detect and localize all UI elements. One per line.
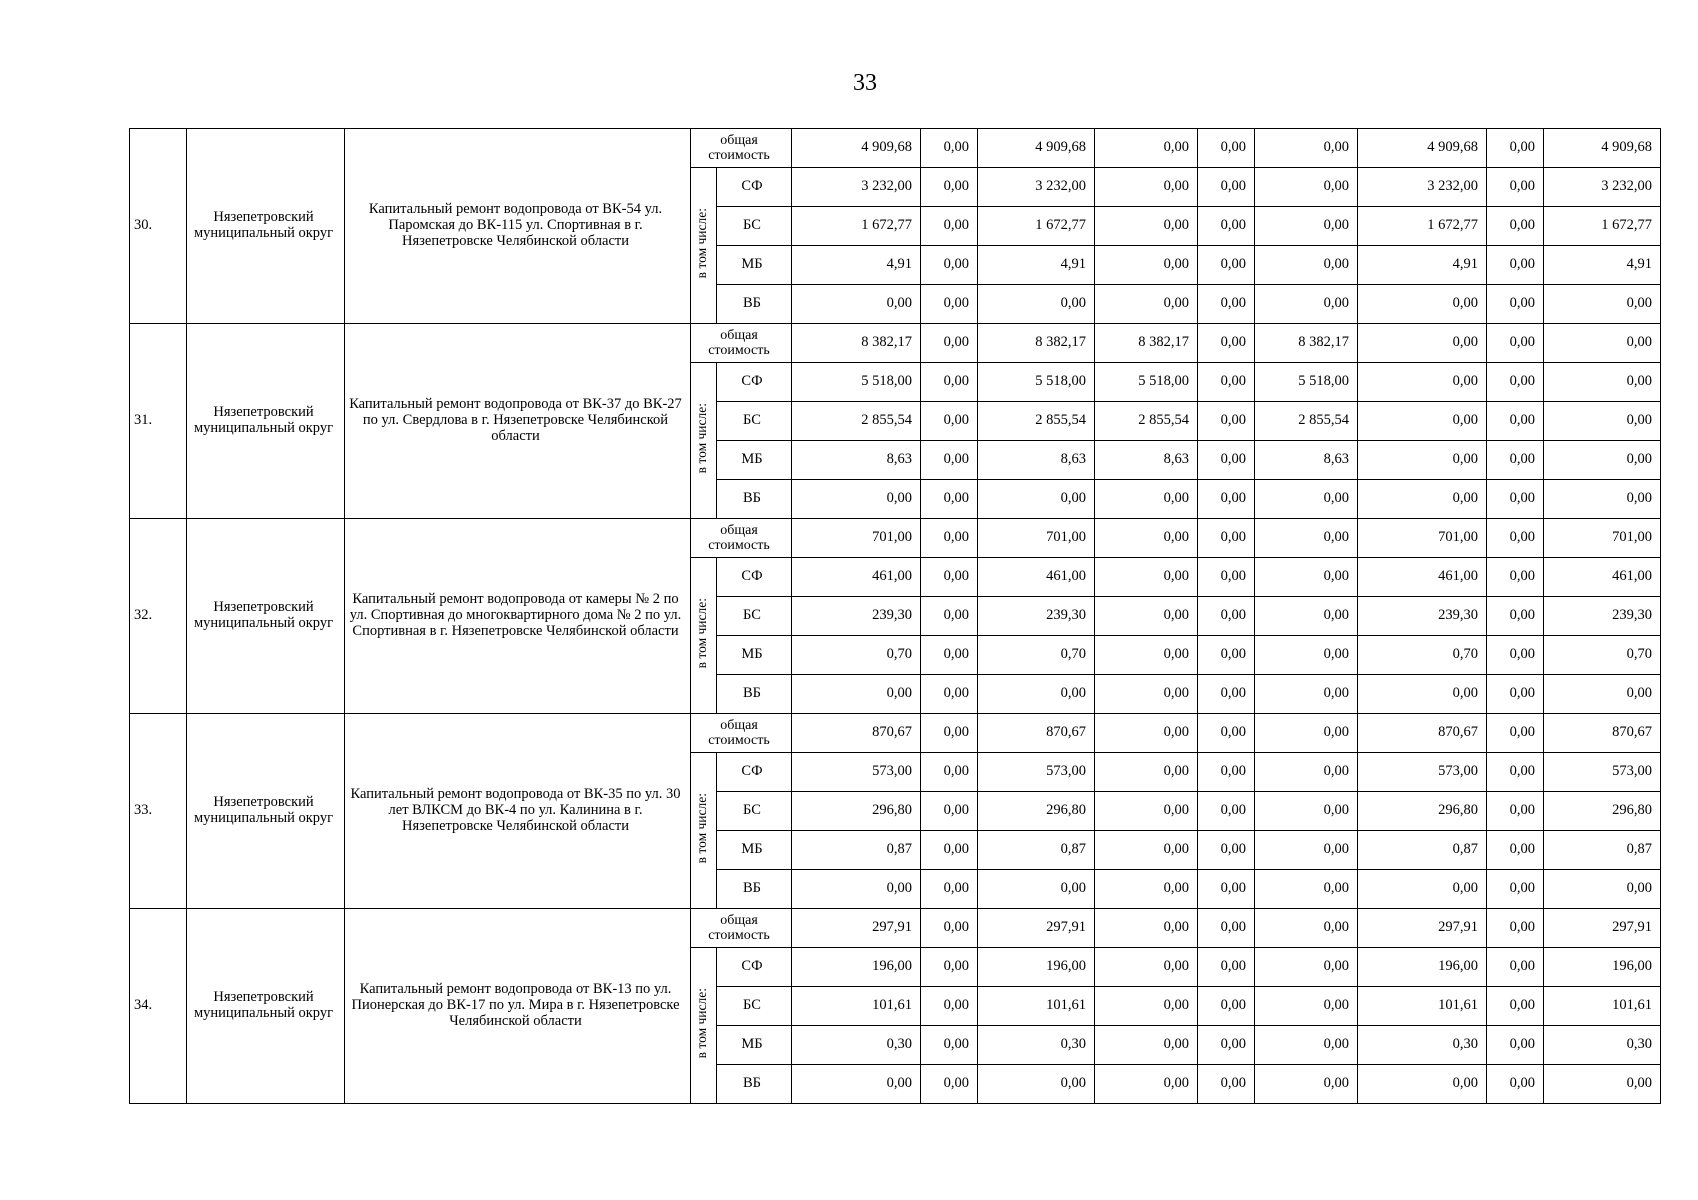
value-cell: 0,00: [1255, 753, 1358, 792]
value-cell: 0,00: [1358, 1065, 1487, 1104]
value-cell: 0,00: [1095, 1065, 1198, 1104]
value-cell: 0,00: [1095, 831, 1198, 870]
value-cell: 0,00: [1095, 168, 1198, 207]
value-cell: 0,00: [1255, 636, 1358, 675]
value-cell: 0,00: [1487, 558, 1544, 597]
value-cell: 0,00: [978, 285, 1095, 324]
row-number: 31.: [130, 324, 187, 519]
value-cell: 0,00: [921, 1026, 978, 1065]
value-cell: 573,00: [978, 753, 1095, 792]
municipality-cell: Нязепетровский муниципальный округ: [187, 909, 345, 1104]
value-cell: 0,00: [1255, 129, 1358, 168]
value-cell: 0,70: [1544, 636, 1661, 675]
funding-source-label: БС: [717, 207, 792, 246]
municipality-cell: Нязепетровский муниципальный округ: [187, 324, 345, 519]
value-cell: 0,00: [1198, 129, 1255, 168]
value-cell: 0,00: [1095, 207, 1198, 246]
value-cell: 0,00: [1198, 831, 1255, 870]
value-cell: 0,00: [1544, 402, 1661, 441]
municipality-cell: Нязепетровский муниципальный округ: [187, 129, 345, 324]
value-cell: 239,30: [792, 597, 921, 636]
value-cell: 196,00: [792, 948, 921, 987]
value-cell: 0,00: [1198, 324, 1255, 363]
total-cost-label: общая стоимость: [691, 324, 792, 363]
value-cell: 0,00: [1544, 285, 1661, 324]
value-cell: 0,00: [1255, 519, 1358, 558]
value-cell: 296,80: [1358, 792, 1487, 831]
value-cell: 0,87: [1544, 831, 1661, 870]
value-cell: 0,00: [1487, 207, 1544, 246]
value-cell: 239,30: [978, 597, 1095, 636]
value-cell: 0,30: [978, 1026, 1095, 1065]
value-cell: 0,00: [1544, 324, 1661, 363]
value-cell: 0,00: [921, 987, 978, 1026]
value-cell: 0,00: [1487, 402, 1544, 441]
value-cell: 4 909,68: [1544, 129, 1661, 168]
value-cell: 0,00: [1095, 909, 1198, 948]
funding-source-label: ВБ: [717, 480, 792, 519]
value-cell: 870,67: [1544, 714, 1661, 753]
in-that-number-label: в том числе:: [694, 207, 709, 279]
value-cell: 8 382,17: [978, 324, 1095, 363]
value-cell: 573,00: [792, 753, 921, 792]
value-cell: 239,30: [1358, 597, 1487, 636]
funding-source-label: ВБ: [717, 870, 792, 909]
in-that-number-label: в том числе:: [694, 987, 709, 1059]
value-cell: 0,00: [1198, 909, 1255, 948]
value-cell: 0,00: [1255, 1065, 1358, 1104]
description-cell: Капитальный ремонт водопровода от ВК-54 ул. Паромская до ВК-115 ул. Спортивная в г. Нязепетровске Челябинской области: [345, 129, 691, 324]
value-cell: 5 518,00: [1255, 363, 1358, 402]
value-cell: 0,00: [921, 558, 978, 597]
value-cell: 0,00: [1358, 870, 1487, 909]
value-cell: 1 672,77: [792, 207, 921, 246]
value-cell: 0,00: [1487, 792, 1544, 831]
value-cell: 0,00: [921, 285, 978, 324]
value-cell: 0,30: [1358, 1026, 1487, 1065]
value-cell: 101,61: [792, 987, 921, 1026]
value-cell: 4,91: [1358, 246, 1487, 285]
value-cell: 0,00: [1487, 324, 1544, 363]
value-cell: 297,91: [1358, 909, 1487, 948]
funding-source-label: МБ: [717, 636, 792, 675]
value-cell: 0,00: [921, 207, 978, 246]
funding-source-label: СФ: [717, 948, 792, 987]
value-cell: 0,00: [1255, 480, 1358, 519]
page-number: 33: [853, 70, 877, 96]
value-cell: 0,00: [1255, 207, 1358, 246]
in-that-number-cell: [691, 558, 717, 714]
value-cell: 0,00: [1487, 129, 1544, 168]
funding-source-label: ВБ: [717, 1065, 792, 1104]
value-cell: 0,00: [792, 870, 921, 909]
funding-source-label: МБ: [717, 246, 792, 285]
value-cell: 0,00: [1487, 1065, 1544, 1104]
value-cell: 0,00: [1198, 870, 1255, 909]
value-cell: 701,00: [978, 519, 1095, 558]
value-cell: 0,70: [1358, 636, 1487, 675]
value-cell: 296,80: [978, 792, 1095, 831]
value-cell: 0,00: [1255, 909, 1358, 948]
value-cell: 0,00: [1255, 675, 1358, 714]
value-cell: 0,00: [921, 129, 978, 168]
value-cell: 0,00: [1358, 363, 1487, 402]
value-cell: 0,00: [921, 753, 978, 792]
value-cell: 461,00: [1358, 558, 1487, 597]
value-cell: 0,00: [1095, 948, 1198, 987]
value-cell: 0,00: [1095, 285, 1198, 324]
value-cell: 0,00: [1198, 480, 1255, 519]
value-cell: 101,61: [1358, 987, 1487, 1026]
value-cell: 4 909,68: [978, 129, 1095, 168]
value-cell: 701,00: [1544, 519, 1661, 558]
value-cell: 0,00: [1255, 792, 1358, 831]
value-cell: 4,91: [1544, 246, 1661, 285]
funding-source-label: БС: [717, 987, 792, 1026]
value-cell: 2 855,54: [978, 402, 1095, 441]
value-cell: 0,70: [978, 636, 1095, 675]
value-cell: 573,00: [1358, 753, 1487, 792]
value-cell: 196,00: [1544, 948, 1661, 987]
value-cell: 0,00: [792, 1065, 921, 1104]
row-number: 34.: [130, 909, 187, 1104]
municipality-cell: Нязепетровский муниципальный округ: [187, 519, 345, 714]
value-cell: 0,00: [1095, 675, 1198, 714]
value-cell: 0,00: [1487, 714, 1544, 753]
value-cell: 0,00: [921, 324, 978, 363]
value-cell: 239,30: [1544, 597, 1661, 636]
value-cell: 4 909,68: [1358, 129, 1487, 168]
value-cell: 0,00: [1255, 597, 1358, 636]
total-cost-label: общая стоимость: [691, 714, 792, 753]
value-cell: 461,00: [1544, 558, 1661, 597]
description-cell: Капитальный ремонт водопровода от ВК-13 по ул. Пионерская до ВК-17 по ул. Мира в г. Нязепетровске Челябинской области: [345, 909, 691, 1104]
value-cell: 0,00: [921, 480, 978, 519]
value-cell: 0,00: [1095, 714, 1198, 753]
table-row: [130, 714, 1661, 753]
value-cell: 0,30: [1544, 1026, 1661, 1065]
value-cell: 0,00: [921, 714, 978, 753]
value-cell: 0,00: [1198, 714, 1255, 753]
value-cell: 0,00: [1198, 753, 1255, 792]
value-cell: 0,00: [921, 519, 978, 558]
value-cell: 0,00: [1487, 831, 1544, 870]
value-cell: 0,00: [1255, 987, 1358, 1026]
value-cell: 0,00: [1544, 870, 1661, 909]
value-cell: 0,00: [978, 675, 1095, 714]
value-cell: 0,00: [792, 285, 921, 324]
value-cell: 3 232,00: [792, 168, 921, 207]
funding-source-label: СФ: [717, 168, 792, 207]
value-cell: 0,00: [1198, 207, 1255, 246]
table-row: [130, 324, 1661, 363]
value-cell: 0,00: [1095, 519, 1198, 558]
value-cell: 870,67: [978, 714, 1095, 753]
value-cell: 0,00: [1198, 1026, 1255, 1065]
table-row: [130, 909, 1661, 948]
value-cell: 0,00: [1255, 246, 1358, 285]
value-cell: 101,61: [978, 987, 1095, 1026]
total-cost-label: общая стоимость: [691, 519, 792, 558]
funding-source-label: БС: [717, 597, 792, 636]
value-cell: 296,80: [792, 792, 921, 831]
value-cell: 0,00: [978, 1065, 1095, 1104]
value-cell: 8,63: [978, 441, 1095, 480]
in-that-number-cell: [691, 168, 717, 324]
value-cell: 0,00: [1255, 285, 1358, 324]
funding-source-label: МБ: [717, 441, 792, 480]
table-row: [130, 129, 1661, 168]
value-cell: 0,00: [1544, 675, 1661, 714]
description-cell: Капитальный ремонт водопровода от ВК-37 до ВК-27 по ул. Свердлова в г. Нязепетровске Челябинской области: [345, 324, 691, 519]
value-cell: 0,00: [978, 870, 1095, 909]
value-cell: 0,00: [1358, 285, 1487, 324]
funding-source-label: СФ: [717, 753, 792, 792]
value-cell: 0,00: [1487, 441, 1544, 480]
value-cell: 461,00: [978, 558, 1095, 597]
value-cell: 5 518,00: [792, 363, 921, 402]
value-cell: 2 855,54: [1255, 402, 1358, 441]
value-cell: 0,00: [1487, 948, 1544, 987]
value-cell: 0,00: [1095, 753, 1198, 792]
funding-source-label: ВБ: [717, 285, 792, 324]
value-cell: 0,00: [921, 792, 978, 831]
value-cell: 0,00: [1198, 363, 1255, 402]
value-cell: 0,00: [1198, 792, 1255, 831]
value-cell: 0,00: [1487, 987, 1544, 1026]
value-cell: 1 672,77: [1544, 207, 1661, 246]
value-cell: 0,00: [1358, 402, 1487, 441]
value-cell: 0,70: [792, 636, 921, 675]
value-cell: 0,00: [1255, 948, 1358, 987]
value-cell: 297,91: [1544, 909, 1661, 948]
funding-source-label: МБ: [717, 1026, 792, 1065]
budget-table: [129, 128, 1661, 1104]
in-that-number-label: в том числе:: [694, 402, 709, 474]
value-cell: 3 232,00: [1358, 168, 1487, 207]
value-cell: 0,00: [1487, 285, 1544, 324]
value-cell: 101,61: [1544, 987, 1661, 1026]
value-cell: 0,00: [1487, 636, 1544, 675]
value-cell: 0,00: [1487, 519, 1544, 558]
value-cell: 0,00: [1487, 480, 1544, 519]
value-cell: 0,00: [921, 909, 978, 948]
value-cell: 0,00: [1095, 870, 1198, 909]
value-cell: 0,00: [1095, 480, 1198, 519]
value-cell: 8 382,17: [1095, 324, 1198, 363]
in-that-number-label: в том числе:: [694, 792, 709, 864]
value-cell: 0,87: [1358, 831, 1487, 870]
total-cost-label: общая стоимость: [691, 129, 792, 168]
value-cell: 0,00: [1487, 870, 1544, 909]
value-cell: 0,00: [1358, 675, 1487, 714]
value-cell: 0,00: [921, 168, 978, 207]
value-cell: 573,00: [1544, 753, 1661, 792]
value-cell: 5 518,00: [1095, 363, 1198, 402]
value-cell: 0,00: [1358, 324, 1487, 363]
value-cell: 0,00: [921, 636, 978, 675]
value-cell: 0,00: [1198, 558, 1255, 597]
value-cell: 0,00: [1095, 558, 1198, 597]
value-cell: 0,00: [1487, 753, 1544, 792]
in-that-number-cell: [691, 363, 717, 519]
value-cell: 870,67: [1358, 714, 1487, 753]
value-cell: 0,00: [1095, 987, 1198, 1026]
in-that-number-cell: [691, 753, 717, 909]
value-cell: 8 382,17: [1255, 324, 1358, 363]
value-cell: 0,00: [921, 870, 978, 909]
value-cell: 701,00: [792, 519, 921, 558]
funding-source-label: СФ: [717, 558, 792, 597]
total-cost-label: общая стоимость: [691, 909, 792, 948]
row-number: 30.: [130, 129, 187, 324]
value-cell: 0,00: [1198, 1065, 1255, 1104]
value-cell: 0,00: [1095, 129, 1198, 168]
table-row: [130, 519, 1661, 558]
value-cell: 0,00: [1198, 987, 1255, 1026]
value-cell: 0,00: [1198, 402, 1255, 441]
value-cell: 0,00: [1487, 597, 1544, 636]
value-cell: 296,80: [1544, 792, 1661, 831]
in-that-number-cell: [691, 948, 717, 1104]
value-cell: 2 855,54: [792, 402, 921, 441]
value-cell: 8,63: [1255, 441, 1358, 480]
value-cell: 0,00: [1255, 1026, 1358, 1065]
funding-source-label: БС: [717, 402, 792, 441]
description-cell: Капитальный ремонт водопровода от ВК-35 по ул. 30 лет ВЛКСМ до ВК-4 по ул. Калинина в г. Нязепетровске Челябинской области: [345, 714, 691, 909]
value-cell: 0,00: [1487, 1026, 1544, 1065]
value-cell: 0,00: [792, 480, 921, 519]
value-cell: 0,00: [1198, 246, 1255, 285]
value-cell: 0,00: [921, 363, 978, 402]
value-cell: 3 232,00: [1544, 168, 1661, 207]
value-cell: 0,00: [921, 402, 978, 441]
value-cell: 297,91: [792, 909, 921, 948]
value-cell: 0,00: [1487, 909, 1544, 948]
value-cell: 0,00: [1095, 1026, 1198, 1065]
value-cell: 0,00: [1095, 246, 1198, 285]
value-cell: 1 672,77: [1358, 207, 1487, 246]
value-cell: 0,00: [1544, 480, 1661, 519]
value-cell: 0,00: [792, 675, 921, 714]
value-cell: 0,00: [1255, 558, 1358, 597]
value-cell: 0,00: [1255, 714, 1358, 753]
value-cell: 0,00: [1487, 675, 1544, 714]
value-cell: 8,63: [1095, 441, 1198, 480]
value-cell: 0,00: [1198, 168, 1255, 207]
value-cell: 4 909,68: [792, 129, 921, 168]
value-cell: 2 855,54: [1095, 402, 1198, 441]
value-cell: 0,00: [921, 597, 978, 636]
value-cell: 4,91: [792, 246, 921, 285]
value-cell: 0,00: [921, 1065, 978, 1104]
value-cell: 8 382,17: [792, 324, 921, 363]
value-cell: 0,00: [1487, 246, 1544, 285]
value-cell: 0,00: [1198, 636, 1255, 675]
value-cell: 0,00: [921, 441, 978, 480]
value-cell: 3 232,00: [978, 168, 1095, 207]
value-cell: 0,00: [1487, 168, 1544, 207]
value-cell: 0,00: [1544, 441, 1661, 480]
value-cell: 0,00: [921, 831, 978, 870]
value-cell: 0,00: [1095, 597, 1198, 636]
value-cell: 0,30: [792, 1026, 921, 1065]
in-that-number-label: в том числе:: [694, 597, 709, 669]
value-cell: 0,00: [1544, 363, 1661, 402]
value-cell: 0,00: [1198, 597, 1255, 636]
value-cell: 0,00: [1358, 441, 1487, 480]
value-cell: 0,87: [978, 831, 1095, 870]
value-cell: 0,00: [1255, 831, 1358, 870]
funding-source-label: БС: [717, 792, 792, 831]
value-cell: 0,00: [1095, 792, 1198, 831]
value-cell: 297,91: [978, 909, 1095, 948]
value-cell: 4,91: [978, 246, 1095, 285]
value-cell: 1 672,77: [978, 207, 1095, 246]
value-cell: 0,00: [1095, 636, 1198, 675]
row-number: 32.: [130, 519, 187, 714]
municipality-cell: Нязепетровский муниципальный округ: [187, 714, 345, 909]
funding-source-label: ВБ: [717, 675, 792, 714]
value-cell: 0,00: [1198, 675, 1255, 714]
value-cell: 8,63: [792, 441, 921, 480]
value-cell: 0,00: [1198, 948, 1255, 987]
description-cell: Капитальный ремонт водопровода от камеры № 2 по ул. Спортивная до многоквартирного дома № 2 по ул. Спортивная в г. Нязепетровске Челябинской области: [345, 519, 691, 714]
row-number: 33.: [130, 714, 187, 909]
funding-source-label: СФ: [717, 363, 792, 402]
value-cell: 0,00: [1255, 168, 1358, 207]
value-cell: 0,00: [1487, 363, 1544, 402]
value-cell: 701,00: [1358, 519, 1487, 558]
value-cell: 0,00: [1198, 519, 1255, 558]
value-cell: 870,67: [792, 714, 921, 753]
value-cell: 0,00: [921, 246, 978, 285]
value-cell: 5 518,00: [978, 363, 1095, 402]
funding-source-label: МБ: [717, 831, 792, 870]
value-cell: 0,00: [1198, 285, 1255, 324]
value-cell: 0,00: [1255, 870, 1358, 909]
value-cell: 0,00: [1198, 441, 1255, 480]
value-cell: 0,00: [978, 480, 1095, 519]
value-cell: 0,87: [792, 831, 921, 870]
value-cell: 0,00: [1544, 1065, 1661, 1104]
value-cell: 196,00: [978, 948, 1095, 987]
value-cell: 0,00: [1358, 480, 1487, 519]
value-cell: 0,00: [921, 948, 978, 987]
value-cell: 0,00: [921, 675, 978, 714]
value-cell: 461,00: [792, 558, 921, 597]
value-cell: 196,00: [1358, 948, 1487, 987]
